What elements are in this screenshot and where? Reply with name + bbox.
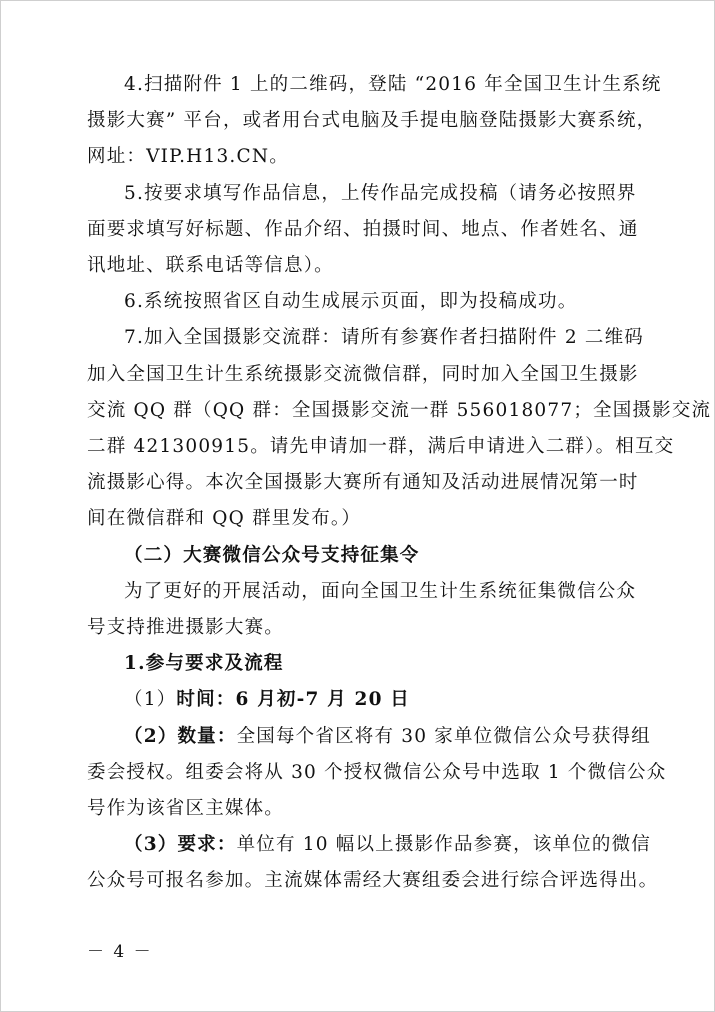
- section-heading: （二）大赛微信公众号支持征集令: [124, 544, 420, 566]
- section-intro-line-1: 为了更好的开展活动，面向全国卫生计生系统征集微信公众: [124, 580, 637, 602]
- quantity-text-1: 全国每个省区将有 30 家单位微信公众号获得组: [236, 725, 651, 747]
- requirement-line-2: 公众号可报名参加。主流媒体需经大赛组委会进行综合评选得出。: [87, 870, 659, 892]
- page-content: [87, 67, 712, 900]
- paragraph-7-line-2: 加入全国卫生计生系统摄影交流微信群，同时加入全国卫生摄影: [87, 363, 639, 385]
- quantity-line-1: [87, 719, 651, 755]
- quantity-line-3: 号作为该省区主媒体。: [87, 798, 285, 820]
- paragraph-5-line-1: 5.按要求填写作品信息，上传作品完成投稿（请务必按照界: [124, 182, 637, 204]
- paragraph-4-line-1: 4.扫描附件 1 上的二维码，登陆 “2016 年全国卫生计生系统: [124, 74, 662, 95]
- paragraph-6-line-1: 6.系统按照省区自动生成展示页面，即为投稿成功。: [124, 291, 578, 313]
- page-number: － 4 －: [87, 942, 153, 962]
- time-label: （1）: [124, 689, 177, 711]
- paragraph-7-line-6: 间在微信群和 QQ 群里发布。）: [87, 508, 362, 530]
- time-text: 时间：6 月初-7 月 20 日: [176, 689, 411, 711]
- requirement-label: （3）要求：: [124, 834, 237, 856]
- requirement-line-1: [87, 827, 651, 863]
- paragraph-4-line-2: 摄影大赛” 平台，或者用台式电脑及手提电脑登陆摄影大赛系统，: [87, 110, 657, 132]
- paragraph-5-line-3: 讯地址、联系电话等信息）。: [87, 255, 334, 277]
- requirement-text-1: 单位有 10 幅以上摄影作品参赛，该单位的微信: [236, 834, 651, 856]
- quantity-line-2: 委会授权。组委会将从 30 个授权微信公众号中选取 1 个微信公众: [87, 761, 667, 783]
- paragraph-7-line-4: 二群 421300915。请先申请加一群，满后申请进入二群）。相互交: [87, 436, 675, 458]
- paragraph-5-line-2: 面要求填写好标题、作品介绍、拍摄时间、地点、作者姓名、通: [87, 218, 639, 240]
- paragraph-7-line-5: 流摄影心得。本次全国摄影大赛所有通知及活动进展情况第一时: [87, 472, 639, 494]
- time-line: [87, 682, 635, 718]
- subheading-participation: 1.参与要求及流程: [124, 653, 284, 675]
- paragraph-7-line-3: 交流 QQ 群（QQ 群：全国摄影交流一群 556018077；全国摄影交流: [87, 399, 712, 421]
- quantity-label: （2）数量：: [124, 725, 237, 747]
- section-intro-line-2: 号支持推进摄影大赛。: [87, 617, 285, 639]
- paragraph-7-line-1: 7.加入全国摄影交流群：请所有参赛作者扫描附件 2 二维码: [124, 327, 644, 349]
- paragraph-4-line-3: 网址：VIP.H13.CN。: [87, 146, 289, 168]
